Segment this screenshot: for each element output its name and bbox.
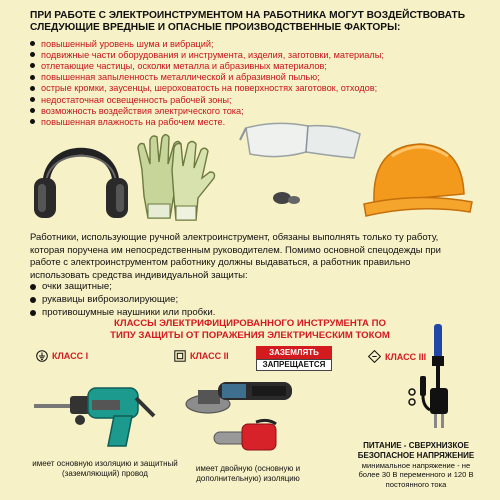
hazard-text: недостаточная освещенность рабочей зоны; xyxy=(41,94,232,105)
hazard-text: острые кромки, заусенцы, шероховатость на поверхностях заготовок, отходов; xyxy=(41,83,378,94)
class2-text: КЛАСС II xyxy=(190,351,229,361)
ground-symbol-icon xyxy=(36,350,48,362)
bullet-icon xyxy=(30,52,35,57)
hazard-text: повышенный уровень шума и вибраций; xyxy=(41,38,214,49)
gloves-icon xyxy=(128,126,228,226)
drill-icon xyxy=(30,370,160,450)
forbidden-label: ЗАПРЕЩАЕТСЯ xyxy=(256,359,332,371)
hazard-item xyxy=(30,72,470,83)
ground-warning-label: ЗАЗЕМЛЯТЬ xyxy=(256,346,332,359)
class1-caption: имеет основную изоляцию и защитный (заземляющий) провод xyxy=(32,459,178,478)
bullet-icon xyxy=(30,97,35,102)
hazard-text: возможность воздействия электрического тока; xyxy=(41,105,244,116)
class3-power-title: ПИТАНИЕ - СВЕРХНИЗКОЕ БЕЗОПАСНОЕ НАПРЯЖЕНИЕ xyxy=(357,441,475,460)
bullet-icon xyxy=(30,108,35,113)
bullet-icon xyxy=(30,86,35,91)
ppe-item xyxy=(30,293,450,306)
class3-text: КЛАСС III xyxy=(385,351,427,362)
goggles-icon xyxy=(236,114,366,169)
class3-power-desc: минимальное напряжение - не более 30 В переменного и 120 В постоянного тока xyxy=(358,461,474,489)
hazard-item xyxy=(30,83,470,94)
poster-title: ПРИ РАБОТЕ С ЭЛЕКТРОИНСТРУМЕНТОМ НА РАБОТНИКА МОГУТ ВОЗДЕЙСТВОВАТЬ СЛЕДУЮЩИЕ ВРЕДНЫЕ И ОПАСНЫЕ ПРОИЗВОДСТВЕННЫЕ ФАКТОРЫ: xyxy=(30,10,466,33)
bullet-icon xyxy=(30,284,36,290)
double-insulation-icon xyxy=(174,350,186,362)
ppe-list xyxy=(30,280,450,319)
class2-label xyxy=(174,350,229,362)
hazard-item xyxy=(30,94,470,105)
instructions-paragraph: Работники, использующие ручной электроинструмент, обязаны выполнять только ту работу, которая поручена им непосредственным руководителем. Помимо основной спецодежды при работе с электроинструментом работнику должны выдаваться, а работник правильно использовать средства индивидуальной защиты: xyxy=(30,232,441,281)
hazard-text: подвижные части оборудования и инструмента, изделия, заготовки, материалы; xyxy=(41,49,384,60)
bullet-icon xyxy=(30,119,35,124)
helmet-icon xyxy=(362,132,474,232)
hazard-item xyxy=(30,60,470,71)
ppe-text: рукавицы виброизолирующие; xyxy=(42,294,179,305)
plug-icon xyxy=(408,322,458,432)
class1-label xyxy=(36,350,88,362)
classes-title: КЛАССЫ ЭЛЕКТРИФИЦИРОВАННОГО ИНСТРУМЕНТА ПО ТИПУ ЗАЩИТЫ ОТ ПОРАЖЕНИЯ ЭЛЕКТРИЧЕСКИМ ТОКОМ xyxy=(110,318,390,341)
hazard-text: отлетающие частицы, осколки металла и абразивных материалов; xyxy=(41,60,327,71)
earplug-icon xyxy=(272,188,302,208)
ppe-text: очки защитные; xyxy=(42,281,112,292)
chainsaw-icon xyxy=(212,418,282,458)
bullet-icon xyxy=(30,297,36,303)
hazard-item xyxy=(30,38,470,49)
hazard-item xyxy=(30,49,470,60)
class1-text: КЛАСС I xyxy=(52,351,89,361)
hazard-text: повышенная влажность на рабочем месте. xyxy=(41,116,226,127)
grinder-icon xyxy=(182,368,298,422)
class2-caption: имеет двойную (основную и дополнительную) изоляцию xyxy=(195,464,301,483)
ppe-text: противошумные наушники или пробки. xyxy=(42,307,216,318)
earmuffs-icon xyxy=(28,130,133,225)
bullet-icon xyxy=(30,75,35,80)
class3-symbol-icon xyxy=(368,350,381,363)
bullet-icon xyxy=(30,310,36,316)
hazard-text: повышенная запыленность металлической и абразивной пылью; xyxy=(41,72,320,83)
ppe-item xyxy=(30,280,450,293)
bullet-icon xyxy=(30,41,35,46)
bullet-icon xyxy=(30,63,35,68)
